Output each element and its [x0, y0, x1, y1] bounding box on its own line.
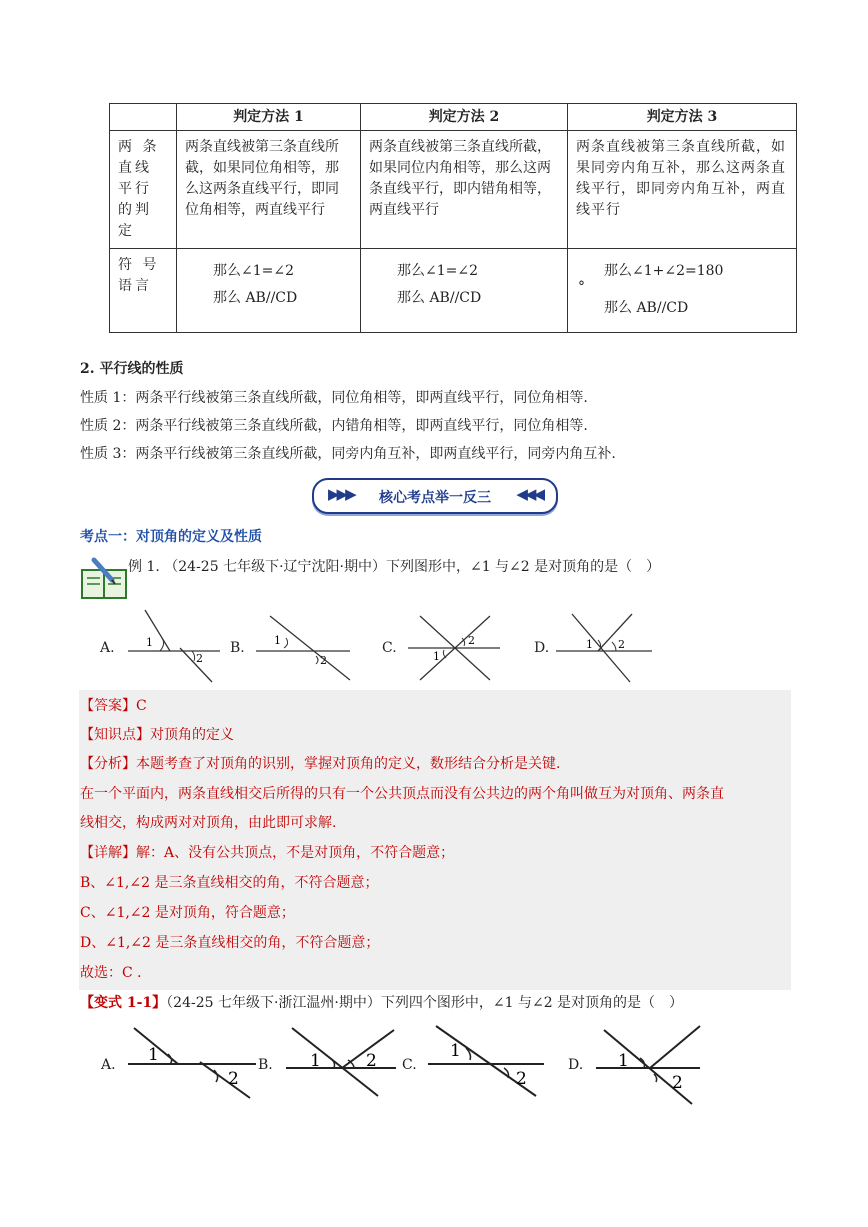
- book-pencil-icon: [80, 556, 128, 600]
- option-label: A.: [100, 640, 115, 656]
- answer-value: C: [136, 698, 147, 714]
- angle-label: 1: [310, 1051, 321, 1071]
- figure-c: [400, 608, 510, 688]
- table-cell: 两条直线被第三条直线所截，如果同位角相等，那么这两条直线平行，即同位角相等，两直线平行: [177, 131, 361, 249]
- variant-figure-c: [424, 1022, 554, 1102]
- table-cell: 两条直线被第三条直线所截，如果同旁内角互补，那么这两条直线平行，即同旁内角互补，两直线平行: [568, 131, 797, 249]
- variant-question: [80, 992, 683, 1012]
- detail-text: 解：A、没有公共顶点，不是对顶角，不符合题意；: [136, 845, 455, 861]
- symbol-line: 那么 AB//CD: [213, 290, 298, 306]
- table-cell: 两条直线被第三条直线所截，如果同位内角相等，那么这两条直线平行，即内错角相等，两直线平行: [361, 131, 568, 249]
- table-header-cell: [110, 104, 177, 131]
- angle-label: 1: [450, 1041, 461, 1061]
- symbol-line: 那么∠1=∠2: [213, 263, 295, 279]
- table-cell: [361, 249, 568, 333]
- answer-tag: 【答案】: [80, 698, 136, 714]
- conclusion: 故选：C ．: [80, 965, 152, 981]
- detail-c: C、∠1,∠2 是对顶角，符合题意；: [80, 905, 295, 921]
- angle-label: 1: [146, 636, 153, 649]
- option-label: D.: [534, 640, 550, 656]
- figure-d: [552, 608, 662, 688]
- analysis-line-3: 线相交，构成两对对顶角，由此即可求解.: [80, 815, 337, 831]
- symbol-line: 那么 AB//CD: [604, 300, 689, 316]
- option-label: B.: [258, 1057, 273, 1073]
- parallel-judgment-table: [109, 103, 797, 333]
- symbol-line: 那么 AB//CD: [397, 290, 482, 306]
- option-label: C.: [402, 1057, 417, 1073]
- example-question: 例 1. （24-25 七年级下·辽宁沈阳·期中）下列图形中，∠1 与∠2 是对顶角的是（ ）: [128, 559, 661, 575]
- analysis-text: 本题考查了对顶角的识别，掌握对顶角的定义，数形结合分析是关键.: [136, 756, 561, 772]
- angle-label: 2: [366, 1051, 377, 1071]
- analysis-line: [80, 753, 560, 773]
- figure-a: [120, 608, 230, 688]
- angle-label: 1: [586, 638, 593, 651]
- angle-label: 2: [228, 1069, 239, 1089]
- property-line: 性质 2：两条平行线被第三条直线所截，内错角相等，即两直线平行，同位角相等.: [80, 418, 588, 434]
- table-header-cell: 判定方法 1: [177, 104, 361, 131]
- variant-figure-b: [282, 1022, 402, 1102]
- variant-figure-d: [590, 1022, 710, 1108]
- table-header-cell: 判定方法 2: [361, 104, 568, 131]
- analysis-tag: 【分析】: [80, 756, 136, 772]
- section-title: 2. 平行线的性质: [80, 361, 184, 377]
- left-arrows-icon: ◀◀◀: [516, 485, 542, 503]
- figure-b: [250, 608, 360, 688]
- angle-label: 2: [516, 1069, 527, 1089]
- angle-label: 1: [274, 634, 281, 647]
- detail-b: B、∠1,∠2 是三条直线相交的角，不符合题意；: [80, 875, 379, 891]
- angle-label: 1: [148, 1045, 159, 1065]
- knowledge-tag: 【知识点】: [80, 727, 150, 743]
- detail-tag: 【详解】: [80, 845, 136, 861]
- core-points-banner: [312, 478, 558, 514]
- detail-d: D、∠1,∠2 是三条直线相交的角，不符合题意；: [80, 935, 380, 951]
- option-label: B.: [230, 640, 245, 656]
- row-label: 符 号 语言: [110, 249, 177, 333]
- answer-line: [80, 695, 147, 715]
- angle-label: 2: [618, 638, 625, 651]
- angle-label: 2: [196, 652, 203, 665]
- table-row: [110, 249, 797, 333]
- degree-mark: °: [578, 279, 585, 295]
- table-row: [110, 131, 797, 249]
- right-arrows-icon: ▶▶▶: [328, 485, 354, 503]
- table-header-cell: 判定方法 3: [568, 104, 797, 131]
- option-label: A.: [101, 1057, 116, 1073]
- variant-figure-a: [122, 1022, 262, 1102]
- knowledge-line: [80, 724, 234, 744]
- angle-label: 1: [618, 1051, 629, 1071]
- symbol-line: 那么∠1+∠2=180: [604, 263, 724, 279]
- angle-label: 2: [320, 654, 327, 667]
- table-cell: [568, 249, 797, 333]
- property-line: 性质 3：两条平行线被第三条直线所截，同旁内角互补，即两直线平行，同旁内角互补.: [80, 446, 616, 462]
- banner-text: 核心考点举一反三: [379, 490, 491, 506]
- variant-text: （24-25 七年级下·浙江温州·期中）下列四个图形中，∠1 与∠2 是对顶角的是（ ）: [166, 995, 684, 1011]
- kaodian-title: 考点一：对顶角的定义及性质: [80, 529, 262, 545]
- angle-label: 1: [433, 650, 440, 663]
- knowledge-value: 对顶角的定义: [150, 727, 234, 743]
- table-header-row: [110, 104, 797, 131]
- table-cell: [177, 249, 361, 333]
- option-label: D.: [568, 1057, 584, 1073]
- analysis-line-2: 在一个平面内，两条直线相交后所得的只有一个公共顶点而没有公共边的两个角叫做互为对顶角、两条直: [80, 786, 724, 802]
- angle-label: 2: [468, 634, 475, 647]
- option-label: C.: [382, 640, 397, 656]
- property-line: 性质 1：两条平行线被第三条直线所截，同位角相等，即两直线平行，同位角相等.: [80, 390, 588, 406]
- variant-tag: 【变式 1-1】: [80, 995, 167, 1011]
- row-label: 两 条 直线平行的判定: [110, 131, 177, 249]
- symbol-line: 那么∠1=∠2: [397, 263, 479, 279]
- angle-label: 2: [672, 1073, 683, 1093]
- detail-line: [80, 842, 454, 862]
